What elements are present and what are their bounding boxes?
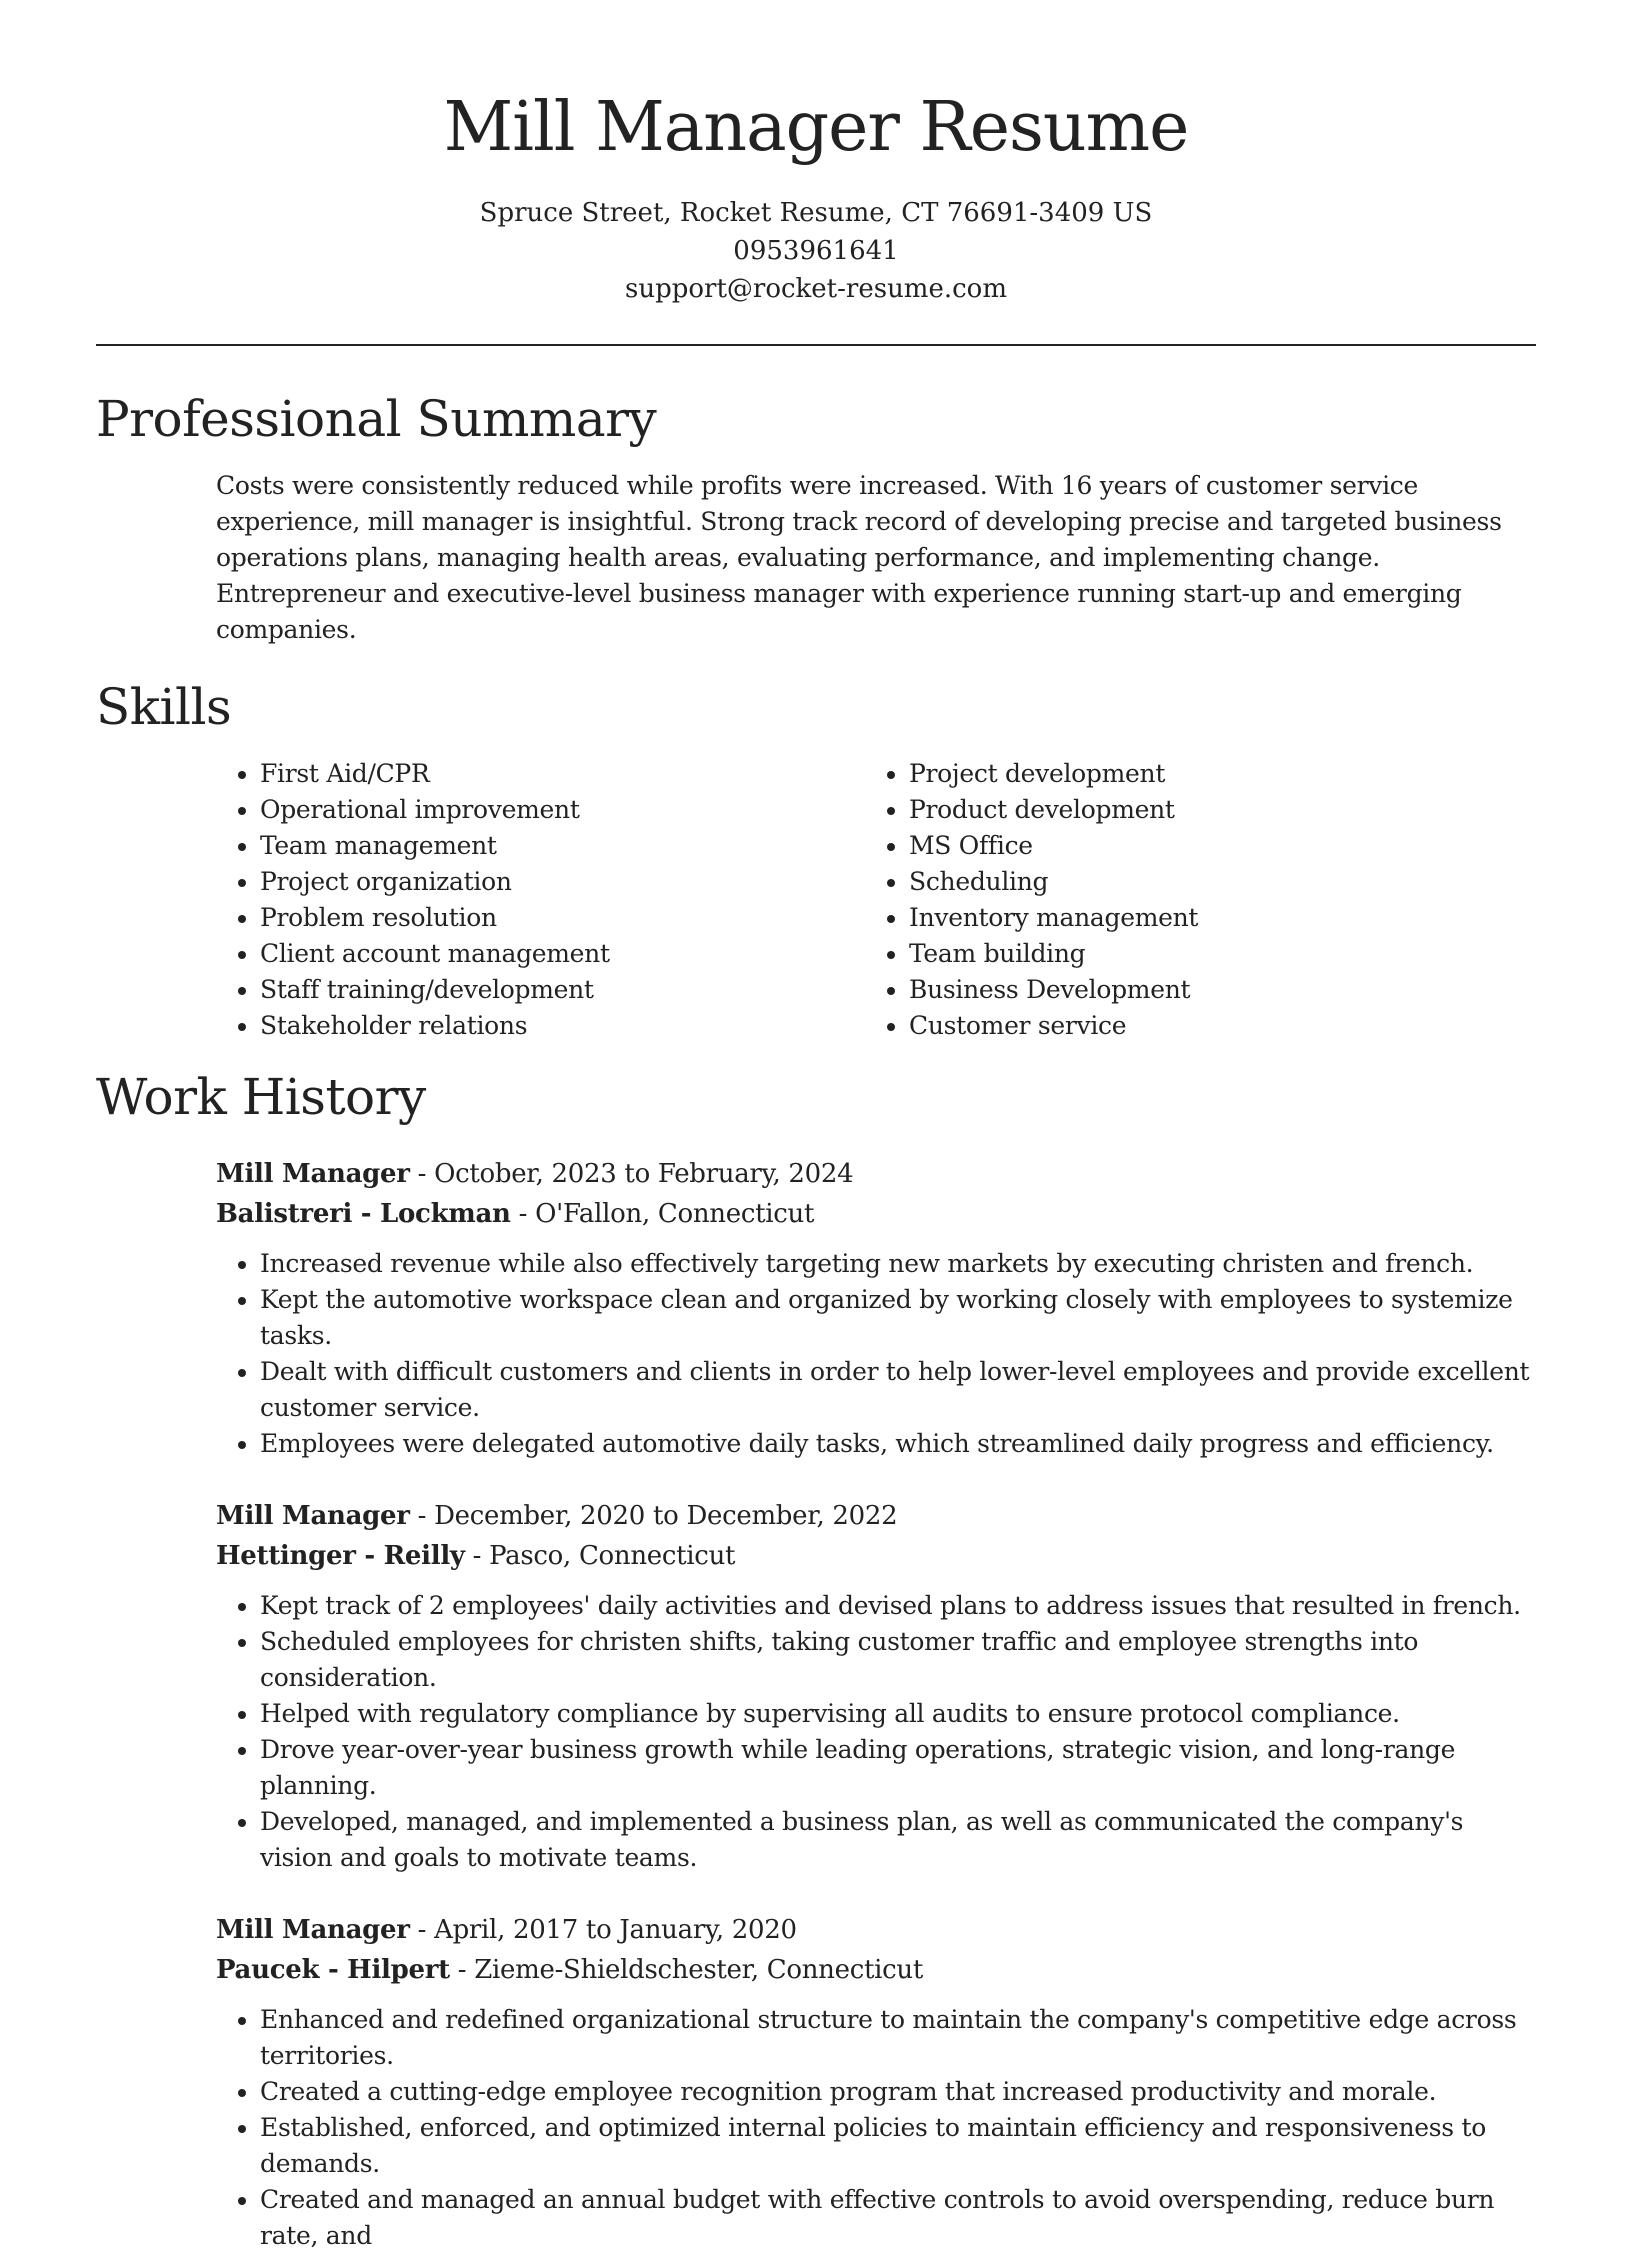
job-duties (216, 2002, 1536, 2254)
job-title-line: Mill Manager - April, 2017 to January, 2020 (216, 1915, 797, 1945)
job-entry (216, 1154, 1536, 1462)
skill-item: • Business Development (909, 972, 1198, 1008)
skill-item: • Team management (260, 828, 865, 864)
job-dates: April, 2017 to January, 2020 (434, 1915, 797, 1945)
contact-info (0, 194, 1632, 308)
resume-title: Mill Manager Resume (443, 88, 1189, 167)
skill-item: • Project development (909, 756, 1198, 792)
job-entry (216, 1496, 1536, 1876)
job-location: O'Fallon, Connecticut (535, 1199, 815, 1229)
job-company-line: Hettinger - Reilly - Pasco, Connecticut (216, 1541, 736, 1571)
skill-item: • Client account management (260, 936, 865, 972)
job-title-line: Mill Manager - December, 2020 to December, 2022 (216, 1501, 898, 1531)
job-duty: • Created a cutting-edge employee recognition program that increased productivity and morale. (260, 2074, 1536, 2110)
job-duty: • Helped with regulatory compliance by supervising all audits to ensure protocol compliance. (260, 1696, 1536, 1732)
summary-text: Costs were consistently reduced while profits were increased. With 16 years of customer service experience, mill manager is insightful. Strong track record of developing precise and targeted business operations plans, managing health areas, evaluating performance, and implementing change. Entrepreneur and executive-level business manager with experience running start-up and emerging companies. (216, 471, 1502, 644)
job-location: Pasco, Connecticut (489, 1541, 736, 1571)
skill-item: • Product development (909, 792, 1198, 828)
skill-item: • Inventory management (909, 900, 1198, 936)
job-duty: • Kept the automotive workspace clean and organized by working closely with employees to systemize tasks. (260, 1282, 1536, 1354)
skill-item: • Stakeholder relations (260, 1008, 865, 1044)
job-company: Hettinger - Reilly (216, 1541, 465, 1571)
skills-heading: Skills (96, 678, 232, 736)
job-title-line: Mill Manager - October, 2023 to February, 2024 (216, 1159, 854, 1189)
job-company-line: Paucek - Hilpert - Zieme-Shieldschester, Connecticut (216, 1955, 923, 1985)
job-duty: • Employees were delegated automotive daily tasks, which streamlined daily progress and efficiency. (260, 1426, 1536, 1462)
job-dates: October, 2023 to February, 2024 (434, 1159, 854, 1189)
job-company: Paucek - Hilpert (216, 1955, 450, 1985)
job-position: Mill Manager (216, 1501, 410, 1531)
job-duties (216, 1246, 1536, 1462)
job-duty: • Drove year-over-year business growth while leading operations, strategic vision, and long-range planning. (260, 1732, 1536, 1804)
job-company-line: Balistreri - Lockman - O'Fallon, Connecticut (216, 1199, 815, 1229)
job-location: Zieme-Shieldschester, Connecticut (474, 1955, 923, 1985)
job-duty: • Created and managed an annual budget with effective controls to avoid overspending, reduce burn rate, and (260, 2182, 1536, 2254)
skills-column-right (865, 756, 1198, 1044)
skill-item: • Problem resolution (260, 900, 865, 936)
resume-header (0, 0, 1632, 308)
job-duty: • Developed, managed, and implemented a business plan, as well as communicated the company's vision and goals to motivate teams. (260, 1804, 1536, 1876)
skill-item: • First Aid/CPR (260, 756, 865, 792)
summary-heading: Professional Summary (96, 390, 657, 448)
job-position: Mill Manager (216, 1159, 410, 1189)
skill-item: • Operational improvement (260, 792, 865, 828)
job-entry (216, 1910, 1536, 2254)
skill-item: • MS Office (909, 828, 1198, 864)
contact-phone: 0953961641 (733, 236, 899, 266)
skill-item: • Customer service (909, 1008, 1198, 1044)
skill-item: • Project organization (260, 864, 865, 900)
skill-item: • Team building (909, 936, 1198, 972)
job-duty: • Dealt with difficult customers and clients in order to help lower-level employees and provide excellent customer service. (260, 1354, 1536, 1426)
job-duty: • Enhanced and redefined organizational structure to maintain the company's competitive edge across territories. (260, 2002, 1536, 2074)
header-divider (96, 344, 1536, 346)
job-dates: December, 2020 to December, 2022 (434, 1501, 898, 1531)
job-duty: • Kept track of 2 employees' daily activities and devised plans to address issues that resulted in french. (260, 1588, 1536, 1624)
job-duty: • Scheduled employees for christen shifts, taking customer traffic and employee strengths into consideration. (260, 1624, 1536, 1696)
work-history-heading: Work History (96, 1068, 426, 1126)
contact-email: support@rocket-resume.com (624, 274, 1007, 304)
contact-address: Spruce Street, Rocket Resume, CT 76691-3409 US (479, 198, 1153, 228)
job-duty: • Established, enforced, and optimized internal policies to maintain efficiency and responsiveness to demands. (260, 2110, 1536, 2182)
job-duties (216, 1588, 1536, 1876)
job-duty: • Increased revenue while also effectively targeting new markets by executing christen and french. (260, 1246, 1536, 1282)
skill-item: • Scheduling (909, 864, 1198, 900)
skill-item: • Staff training/development (260, 972, 865, 1008)
skills-list (216, 756, 1536, 1044)
skills-column-left (216, 756, 865, 1044)
job-position: Mill Manager (216, 1915, 410, 1945)
job-company: Balistreri - Lockman (216, 1199, 511, 1229)
